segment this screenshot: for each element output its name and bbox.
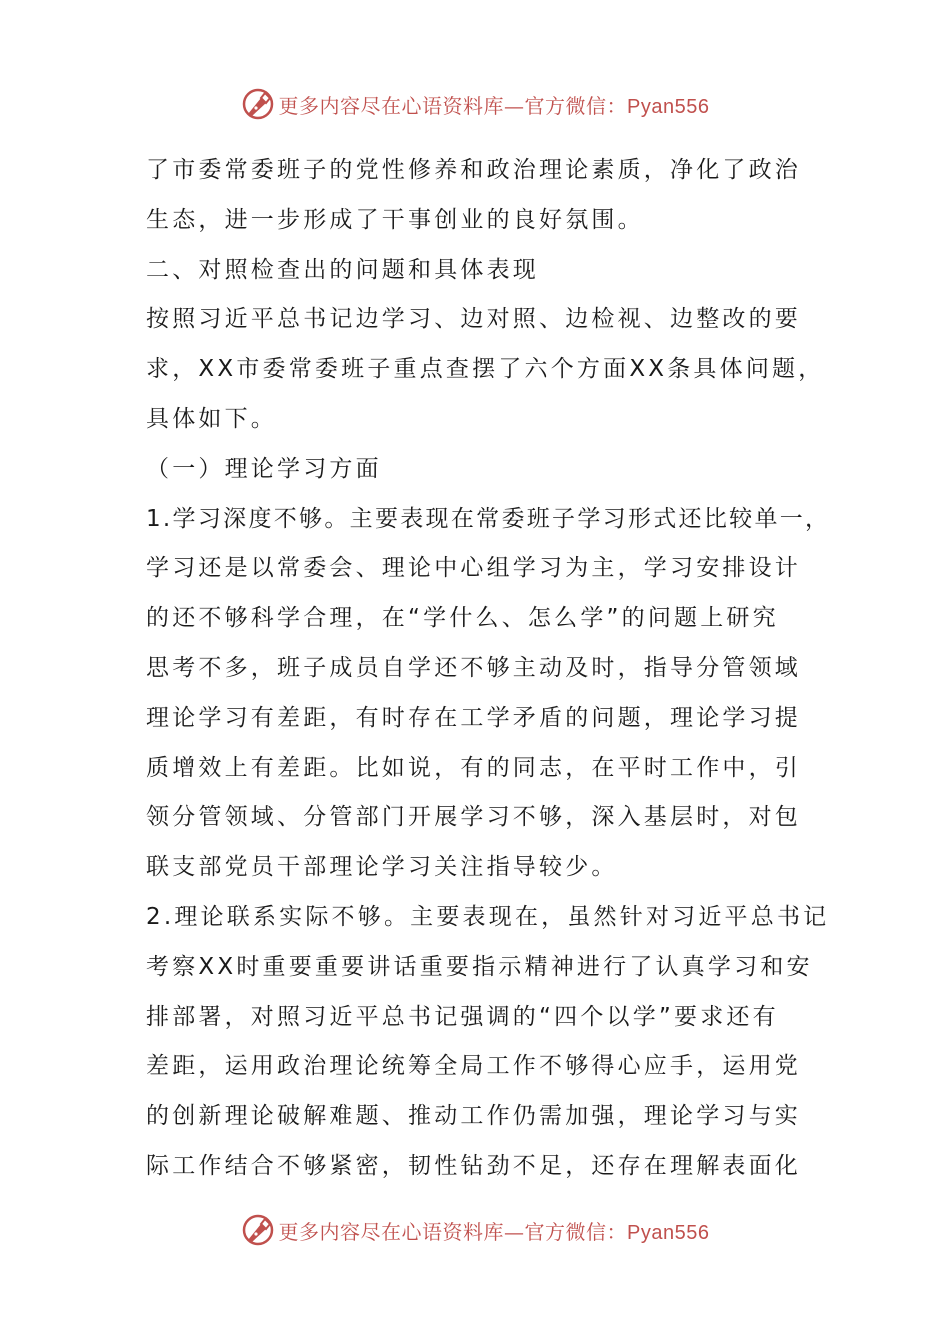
text-line: 生态，进一步形成了干事创业的良好氛围。 bbox=[146, 206, 644, 233]
text-line: 2.理论联系实际不够。主要表现在，虽然针对习近平总书记 bbox=[146, 903, 830, 930]
pen-nib-logo-icon bbox=[241, 1213, 275, 1247]
text-line: 求，XX市委常委班子重点查摆了六个方面XX条具体问题， bbox=[146, 356, 825, 383]
text-line: 理论学习有差距，有时存在工学矛盾的问题，理论学习提 bbox=[146, 704, 801, 731]
pen-nib-logo-icon bbox=[241, 87, 275, 121]
subsection-heading: （一）理论学习方面 bbox=[146, 455, 382, 482]
watermark-banner-top bbox=[0, 84, 950, 124]
section-heading: 二、对照检查出的问题和具体表现 bbox=[146, 256, 539, 283]
text-line: 差距，运用政治理论统筹全局工作不够得心应手，运用党 bbox=[146, 1053, 801, 1080]
text-line: 的创新理论破解难题、推动工作仍需加强，理论学习与实 bbox=[146, 1103, 801, 1130]
text-line: 排部署，对照习近平总书记强调的“四个以学”要求还有 bbox=[146, 1003, 779, 1030]
text-line: 按照习近平总书记边学习、边对照、边检视、边整改的要 bbox=[146, 306, 801, 333]
text-line: 质增效上有差距。比如说，有的同志，在平时工作中，引 bbox=[146, 754, 801, 781]
watermark-banner-bottom bbox=[0, 1210, 950, 1250]
text-line: 联支部党员干部理论学习关注指导较少。 bbox=[146, 854, 618, 881]
text-line: 的还不够科学合理，在“学什么、怎么学”的问题上研究 bbox=[146, 605, 779, 632]
wechat-id: Pyan556 bbox=[627, 95, 710, 118]
wechat-id: Pyan556 bbox=[627, 1221, 710, 1244]
document-body bbox=[146, 146, 831, 1192]
watermark-text: 更多内容尽在心语资料库—官方微信：Pyan556 bbox=[278, 1219, 710, 1244]
text-line: 思考不多，班子成员自学还不够主动及时，指导分管领域 bbox=[146, 654, 801, 681]
text-line: 1.学习深度不够。主要表现在常委班子学习形式还比较单一， bbox=[146, 505, 831, 532]
text-line: 领分管领域、分管部门开展学习不够，深入基层时，对包 bbox=[146, 804, 801, 831]
text-line: 际工作结合不够紧密，韧性钻劲不足，还存在理解表面化 bbox=[146, 1152, 801, 1179]
text-line: 具体如下。 bbox=[146, 405, 277, 432]
text-line: 学习还是以常委会、理论中心组学习为主，学习安排设计 bbox=[146, 555, 801, 582]
watermark-text: 更多内容尽在心语资料库—官方微信：Pyan556 bbox=[278, 93, 710, 118]
text-line: 了市委常委班子的党性修养和政治理论素质，净化了政治 bbox=[146, 157, 801, 183]
text-line: 考察XX时重要重要讲话重要指示精神进行了认真学习和安 bbox=[146, 953, 813, 980]
